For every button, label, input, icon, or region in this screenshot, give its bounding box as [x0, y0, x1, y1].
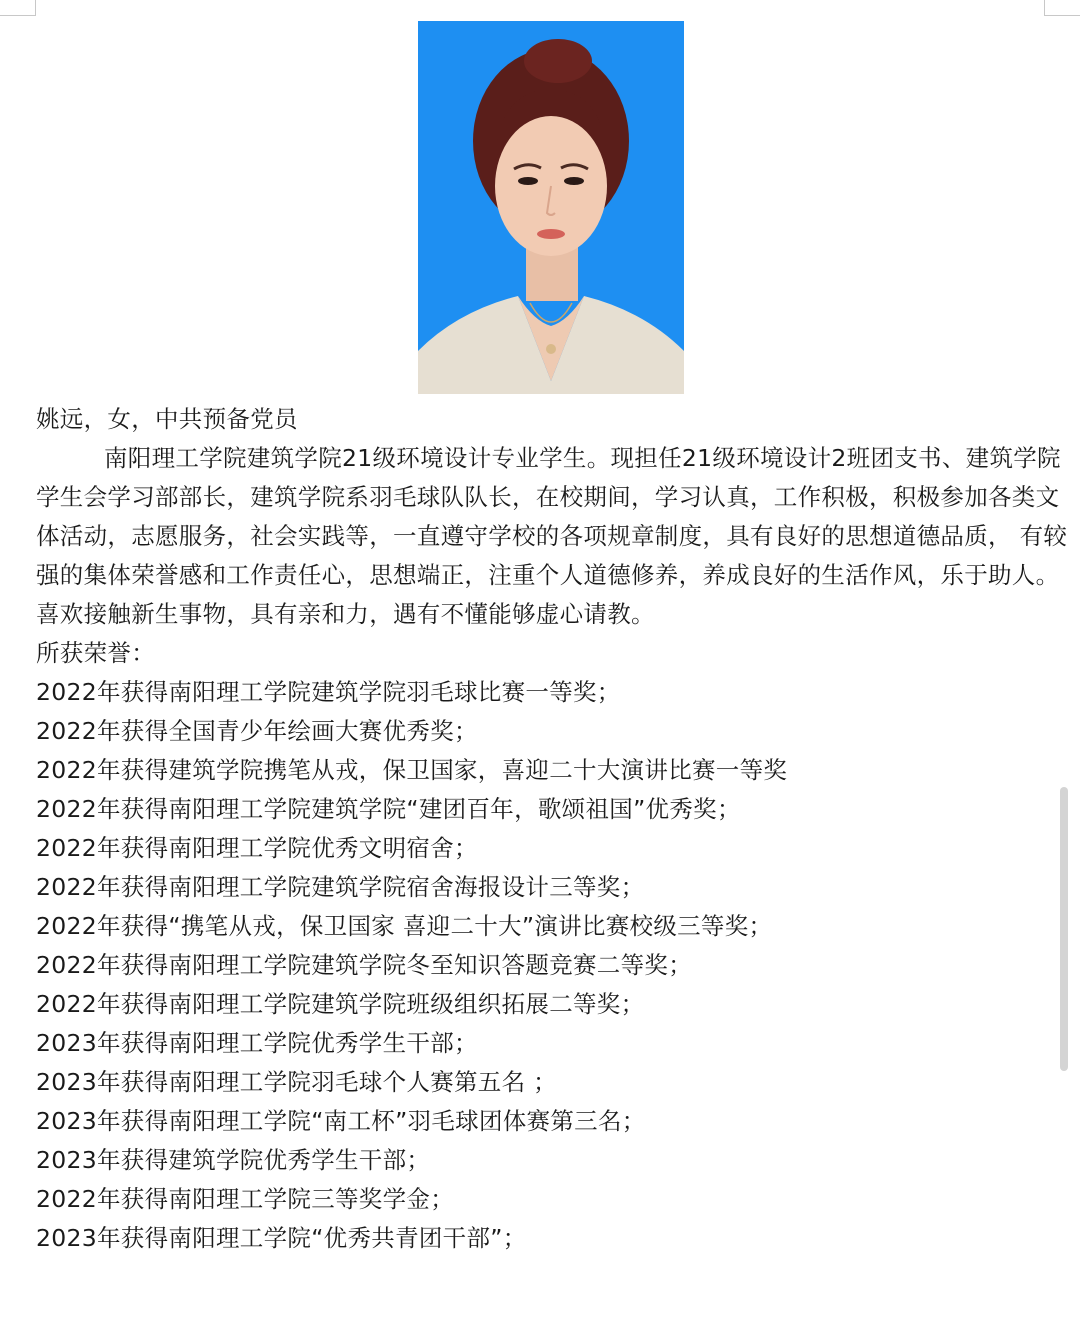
- profile-header: 姚远，女，中共预备党员: [36, 405, 298, 433]
- honor-item: 2022年获得南阳理工学院建筑学院羽毛球比赛一等奖；: [36, 678, 621, 706]
- honors-title: 所获荣誉：: [36, 639, 155, 667]
- profile-photo: [418, 21, 684, 394]
- honor-item: 2022年获得全国青少年绘画大赛优秀奖；: [36, 717, 478, 745]
- honors-list: [36, 673, 1076, 1258]
- honor-item: 2022年获得南阳理工学院建筑学院冬至知识答题竞赛二等奖；: [36, 951, 693, 979]
- profile-bio: 南阳理工学院建筑学院21级环境设计专业学生。现担任21级环境设计2班团支书、建筑学院学生会学习部部长，建筑学院系羽毛球队队长，在校期间，学习认真，工作积极，积极参加各类文体活动，志愿服务，社会实践等，一直遵守学校的各项规章制度，具有良好的思想道德品质， 有较强的集体荣誉感和工作责任心，思想端正，注重个人道德修养，养成良好的生活作风，乐于助人。喜欢接触新生事物，具有亲和力，遇有不懂能够虚心请教。: [36, 444, 1068, 628]
- honor-item: 2023年获得建筑学院优秀学生干部；: [36, 1146, 431, 1174]
- vertical-scrollbar-thumb[interactable]: [1060, 787, 1068, 1071]
- honor-item: 2022年获得“携笔从戎，保卫国家 喜迎二十大”演讲比赛校级三等奖；: [36, 912, 773, 940]
- honor-item: 2022年获得南阳理工学院建筑学院宿舍海报设计三等奖；: [36, 873, 645, 901]
- page-corner-mark-left: [0, 0, 36, 16]
- honor-item: 2022年获得建筑学院携笔从戎，保卫国家，喜迎二十大演讲比赛一等奖: [36, 756, 788, 784]
- honor-item: 2022年获得南阳理工学院建筑学院班级组织拓展二等奖；: [36, 990, 645, 1018]
- honor-item: 2022年获得南阳理工学院三等奖学金；: [36, 1185, 455, 1213]
- page-corner-mark-right: [1044, 0, 1080, 16]
- document-body: [36, 400, 1076, 1258]
- honor-item: 2022年获得南阳理工学院优秀文明宿舍；: [36, 834, 478, 862]
- honor-item: 2022年获得南阳理工学院建筑学院“建团百年，歌颂祖国”优秀奖；: [36, 795, 741, 823]
- honor-item: 2023年获得南阳理工学院优秀学生干部；: [36, 1029, 478, 1057]
- honor-item: 2023年获得南阳理工学院“南工杯”羽毛球团体赛第三名；: [36, 1107, 646, 1135]
- honor-item: 2023年获得南阳理工学院“优秀共青团干部”；: [36, 1224, 527, 1252]
- honor-item: 2023年获得南阳理工学院羽毛球个人赛第五名 ；: [36, 1068, 557, 1096]
